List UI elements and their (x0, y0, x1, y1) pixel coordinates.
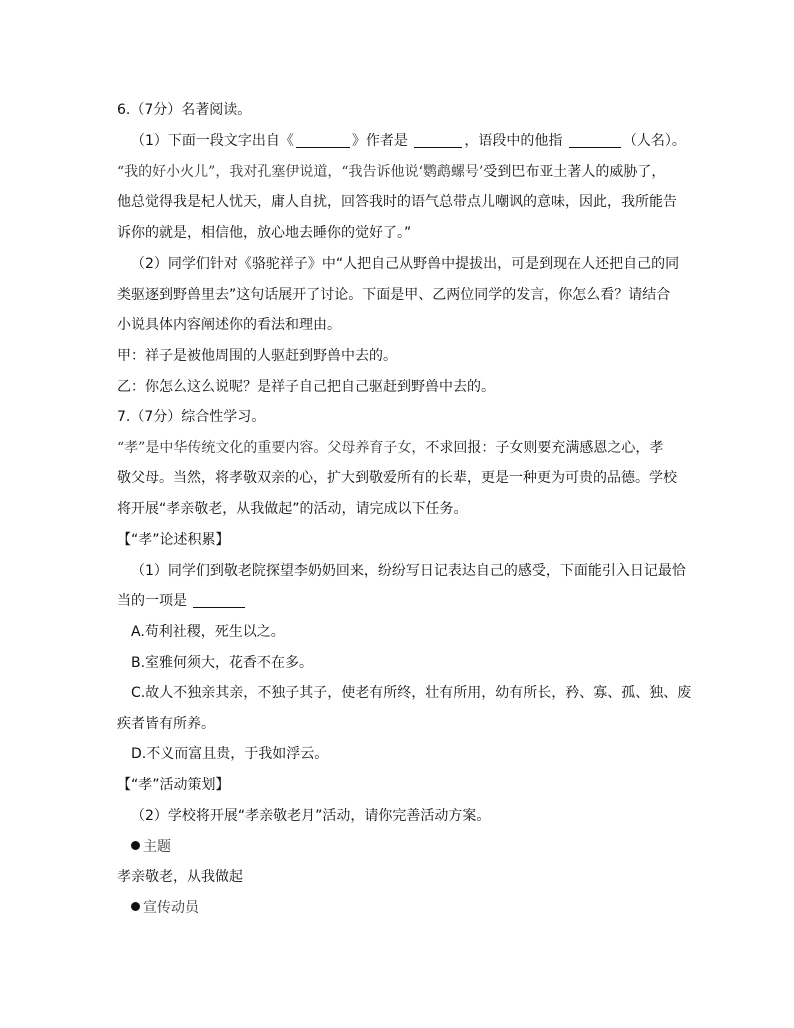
q6-part1-text-a: （1）下面一段文字出自《 (131, 133, 294, 149)
option-c-line-1: C.故人不独亲其亲，不独子其子，使老有所终，壮有所用，幼有所长，矜、寡、孤、独、废 (131, 685, 692, 701)
theme-value: 孝亲敬老，从我做起 (117, 869, 243, 885)
option-d: D.不义而富且贵，于我如浮云。 (131, 746, 329, 762)
speaker-yi: 乙：你怎么这么说呢？是祥子自己把自己驱赶到野兽中去的。 (117, 379, 495, 395)
section-heading-planning: 【“孝”活动策划】 (117, 777, 230, 793)
theme-heading (131, 837, 171, 857)
theme-label: 主题 (143, 839, 171, 855)
q7-intro-text-a: “孝”是中华传统文化的重要内容。父母养育子女， (117, 440, 426, 456)
q6-part1-text-c: ，语段中的他指 (464, 133, 563, 149)
quote-line-2: 他总觉得我是杞人忧天，庸人自扰，回答我时的语气总带点儿嘲讽的意味，因此，我所能告 (117, 194, 677, 210)
q6-part2-line-1: （2）同学们针对《骆驼祥子》中“人把自己从野兽中提拔出，可是到现在人还把自己的同 (131, 256, 680, 272)
option-b: B.室雅何须大，花香不在多。 (131, 655, 314, 671)
section-heading-accumulation: 【“孝”论述积累】 (117, 532, 230, 548)
person-name-blank[interactable] (569, 133, 621, 148)
quote-line-1 (117, 162, 665, 182)
quote-line-3: 诉你的就是，相信他，放心地去睡你的觉好了。” (117, 225, 412, 241)
publicity-heading (131, 898, 199, 918)
q7-intro-text-b: 不求回报：子女则要充满感恩之心，孝 (425, 440, 664, 456)
q7-intro-line-1 (117, 438, 663, 458)
q6-part1-text-d: （人名）。 (622, 133, 686, 149)
q7-intro-line-2: 敬父母。当然，将孝敬双亲的心，扩大到敬爱所有的长辈，更是一种更为可贵的品德。学校 (117, 470, 677, 486)
q7-part1-line-1: （1）同学们到敬老院探望李奶奶回来，纷纷写日记表达自己的感受，下面能引入日记最恰 (131, 563, 686, 579)
speaker-jia: 甲：祥子是被他周围的人驱赶到野兽中去的。 (117, 348, 397, 364)
q7-part2-prompt: （2）学校将开展“孝亲敬老月”活动，请你完善活动方案。 (131, 808, 491, 824)
quote-text-a: “我的好小火儿”，我对孔塞伊说道， (117, 164, 342, 180)
q7-intro-line-3: 将开展“孝亲敬老，从我做起”的活动，请完成以下任务。 (117, 501, 468, 517)
q7-part1-text: 当的一项是 (117, 593, 187, 609)
bullet-icon (131, 902, 140, 911)
q7-part1-line-2 (117, 591, 247, 611)
quote-text-c: 受到巴布亚土著人的威胁了， (483, 164, 666, 180)
q6-header: 6.（7分）名著阅读。 (117, 102, 252, 118)
answer-blank[interactable] (193, 593, 245, 608)
option-c-line-2: 疾者皆有所养。 (117, 716, 215, 732)
q6-part2-line-3: 小说具体内容阐述你的看法和理由。 (117, 317, 341, 333)
bullet-icon (131, 841, 140, 850)
book-title-blank[interactable] (296, 133, 350, 148)
author-blank[interactable] (414, 133, 462, 148)
q6-part1-prompt (131, 131, 686, 151)
quote-text-b: “我告诉他说‘鹦鹉螺号’ (341, 164, 484, 180)
q6-part1-text-b: 》作者是 (351, 133, 408, 149)
publicity-label: 宣传动员 (143, 900, 199, 916)
option-a: A.苟利社稷，死生以之。 (131, 624, 285, 640)
q6-part2-line-2: 类驱逐到野兽里去”这句话展开了讨论。下面是甲、乙两位同学的发言，你怎么看？请结合 (117, 287, 671, 303)
q7-header: 7.（7分）综合性学习。 (117, 409, 266, 425)
